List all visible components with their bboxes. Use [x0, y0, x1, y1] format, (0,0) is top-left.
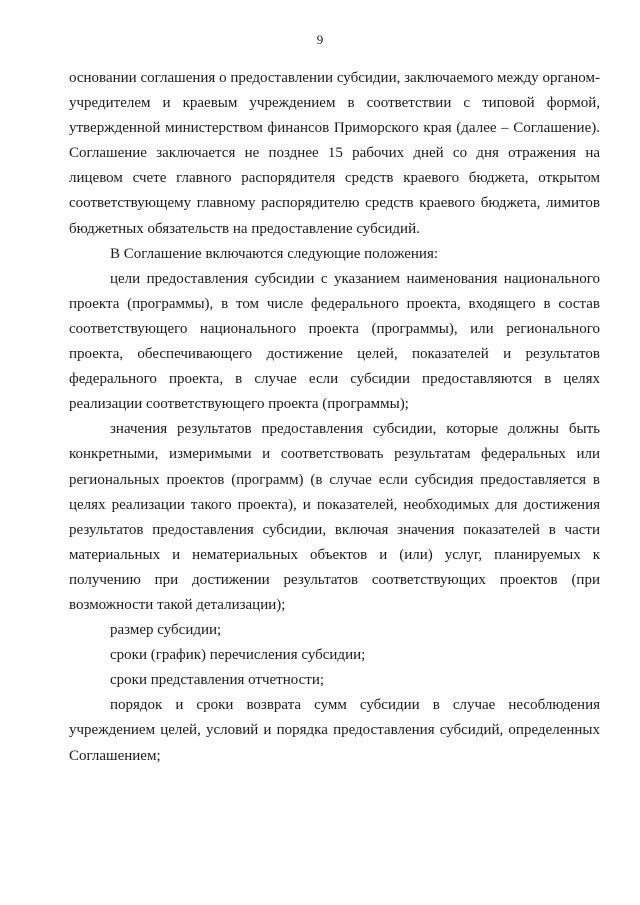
paragraph-agreement-provisions-intro: В Соглашение включаются следующие положения: [110, 245, 439, 262]
paragraph-subsidy-goals: цели предоставления субсидии с указанием наименования национального проекта (программы), в том числе федерального проекта, входящего в состав соответствующего национального проекта (программы), или регионального проекта, обеспечивающего достижение целей, показателей и результатов федерального проекта, в случае если субсидии предоставляются в целях реализации соответствующего проекта (программы); [69, 270, 600, 413]
paragraph-subsidy-amount: размер субсидии; [110, 622, 222, 639]
paragraph-reporting-deadlines: сроки представления отчетности; [110, 672, 325, 689]
page-number: 9 [316, 32, 324, 47]
paragraph-agreement-basis: основании соглашения о предоставлении субсидии, заключаемого между органом-учредителем и краевым учреждением в соответствии с типовой формой, утвержденной министерством финансов Приморского края (далее – Соглашение). Соглашение заключается не позднее 15 рабочих дней со дня отражения на лицевом счете главного распорядителя средств краевого бюджета, открытом соответствующему главному распорядителю средств краевого бюджета, лимитов бюджетных обязательств на предоставление субсидий. [69, 70, 600, 237]
paragraph-subsidy-results: значения результатов предоставления субсидии, которые должны быть конкретными, измеримыми и соответствовать результатам федеральных или региональных проектов (программ) (в случае если субсидия предоставляется в целях реализации такого проекта), и показателей, необходимых для достижения результатов предоставления субсидии, включая значения показателей в части материальных и нематериальных объектов и (или) услуг, планируемых к получению при достижении результатов соответствующих проектов (при возможности такой детализации); [69, 421, 600, 613]
paragraph-transfer-schedule: сроки (график) перечисления субсидии; [110, 647, 366, 664]
document-body [69, 66, 600, 769]
paragraph-refund-procedure: порядок и сроки возврата сумм субсидии в случае несоблюдения учреждением целей, условий и порядка предоставления субсидий, определенных Соглашением; [69, 697, 600, 764]
